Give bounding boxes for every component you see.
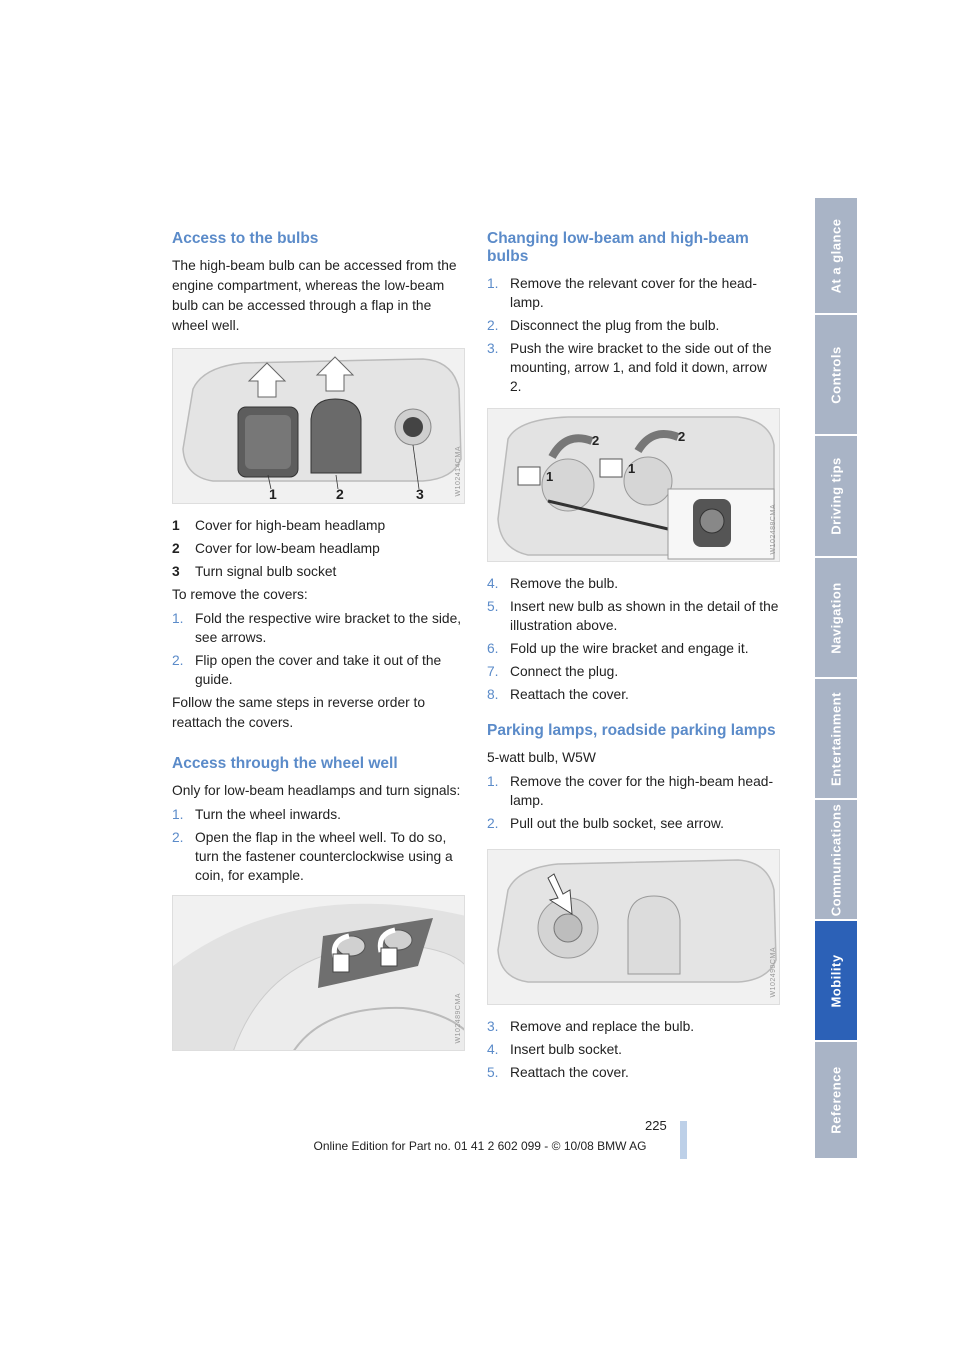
legend-text: Cover for low-beam headlamp bbox=[195, 541, 380, 556]
step-number: 1. bbox=[487, 774, 499, 789]
paragraph-parking-bulb: 5-watt bulb, W5W bbox=[487, 750, 596, 765]
legend-item bbox=[172, 539, 466, 558]
paragraph-access-bulbs: The high-beam bulb can be accessed from the engine compartment, whereas the low-beam bulb can be accessed through a flap in the wheel well. bbox=[172, 258, 457, 333]
footer-text: Online Edition for Part no. 01 41 2 602 099 - © 10/08 BMW AG bbox=[313, 1139, 647, 1153]
step-text: Reattach the cover. bbox=[510, 1065, 629, 1080]
wire-bracket-illustration bbox=[488, 409, 780, 562]
chapter-sidebar bbox=[815, 198, 857, 1160]
step-item bbox=[487, 662, 781, 681]
figure-label-1: 1 bbox=[546, 469, 554, 484]
paragraph-wheel-well: Only for low-beam headlamps and turn signals: bbox=[172, 783, 461, 798]
step-number: 2. bbox=[487, 816, 499, 831]
step-text: Flip open the cover and take it out of the guide. bbox=[195, 653, 442, 687]
tab-entertainment[interactable] bbox=[815, 679, 857, 800]
figure-label-2: 2 bbox=[336, 486, 344, 502]
figure-wheel-well bbox=[172, 895, 465, 1051]
figure-label-2: 2 bbox=[678, 429, 686, 444]
tab-label: At a glance bbox=[828, 218, 844, 293]
step-item bbox=[487, 685, 781, 704]
step-text: Disconnect the plug from the bulb. bbox=[510, 318, 720, 333]
step-number: 3. bbox=[487, 341, 499, 356]
step-item bbox=[487, 1063, 781, 1082]
figure-code: W102490CMA bbox=[770, 947, 777, 998]
step-text: Push the wire bracket to the side out of the mounting, arrow 1, and fold it down, arrow 2. bbox=[510, 341, 772, 394]
tab-label: Entertainment bbox=[828, 691, 844, 786]
figure-label-2: 2 bbox=[592, 433, 600, 448]
step-text: Open the flap in the wheel well. To do so, turn the fastener counterclockwise using a coin, for example. bbox=[195, 830, 453, 883]
parking-lamp-illustration bbox=[488, 850, 780, 1005]
tab-label: Navigation bbox=[828, 581, 844, 654]
tab-navigation[interactable] bbox=[815, 558, 857, 679]
headlamp-covers-illustration bbox=[173, 349, 465, 504]
step-text: Reattach the cover. bbox=[510, 687, 629, 702]
step-item bbox=[487, 339, 781, 396]
step-item bbox=[172, 651, 466, 689]
figure-wire-bracket bbox=[487, 408, 780, 562]
step-number: 2. bbox=[172, 830, 184, 845]
step-number: 4. bbox=[487, 1042, 499, 1057]
tab-label: Controls bbox=[828, 345, 844, 404]
legend-item bbox=[172, 562, 466, 581]
step-number: 5. bbox=[487, 1065, 499, 1080]
legend-key: 2 bbox=[172, 541, 180, 556]
figure-label-1: 1 bbox=[269, 486, 277, 502]
figure-label-3: 3 bbox=[416, 486, 424, 502]
heading-parking-lamps: Parking lamps, roadside parking lamps bbox=[487, 722, 776, 739]
step-item bbox=[487, 639, 781, 658]
step-text: Remove the cover for the high-beam head-lamp. bbox=[510, 774, 774, 808]
step-number: 5. bbox=[487, 599, 499, 614]
step-item bbox=[487, 1017, 781, 1036]
step-text: Fold the respective wire bracket to the side, see arrows. bbox=[195, 611, 462, 645]
wheel-well-illustration bbox=[173, 896, 465, 1051]
step-text: Fold up the wire bracket and engage it. bbox=[510, 641, 749, 656]
step-item bbox=[487, 574, 781, 593]
step-number: 1. bbox=[487, 276, 499, 291]
step-item bbox=[487, 1040, 781, 1059]
step-item bbox=[487, 814, 781, 833]
figure-code: W102489CMA bbox=[455, 993, 462, 1044]
step-number: 6. bbox=[487, 641, 499, 656]
left-column bbox=[172, 230, 466, 1063]
tab-label: Reference bbox=[828, 1066, 844, 1134]
figure-parking-lamp bbox=[487, 849, 780, 1005]
step-item bbox=[487, 597, 781, 635]
tab-communications[interactable] bbox=[815, 800, 857, 921]
tab-label: Driving tips bbox=[828, 457, 844, 535]
step-text: Insert new bulb as shown in the detail of the illustration above. bbox=[510, 599, 779, 633]
step-number: 7. bbox=[487, 664, 499, 679]
legend-item bbox=[172, 516, 466, 535]
legend-key: 3 bbox=[172, 564, 180, 579]
step-number: 2. bbox=[487, 318, 499, 333]
tab-controls[interactable] bbox=[815, 315, 857, 436]
step-number: 1. bbox=[172, 611, 184, 626]
step-number: 8. bbox=[487, 687, 499, 702]
step-text: Remove and replace the bulb. bbox=[510, 1019, 695, 1034]
step-item bbox=[172, 828, 466, 885]
tab-mobility[interactable] bbox=[815, 921, 857, 1042]
step-text: Turn the wheel inwards. bbox=[195, 807, 341, 822]
figure-label-1: 1 bbox=[628, 461, 636, 476]
legend-text: Turn signal bulb socket bbox=[195, 564, 337, 579]
figure-code: W102488CMA bbox=[770, 504, 777, 555]
legend-key: 1 bbox=[172, 518, 180, 533]
paragraph-remove-covers: To remove the covers: bbox=[172, 587, 308, 602]
step-text: Connect the plug. bbox=[510, 664, 619, 679]
figure-code: W102414CMA bbox=[455, 446, 462, 497]
legend-text: Cover for high-beam headlamp bbox=[195, 518, 386, 533]
step-number: 3. bbox=[487, 1019, 499, 1034]
step-text: Pull out the bulb socket, see arrow. bbox=[510, 816, 724, 831]
tab-label: Communications bbox=[828, 803, 844, 916]
page-number: 225 bbox=[645, 1118, 667, 1133]
step-text: Remove the bulb. bbox=[510, 576, 619, 591]
step-item bbox=[487, 274, 781, 312]
step-number: 2. bbox=[172, 653, 184, 668]
paragraph-reverse: Follow the same steps in reverse order to reattach the covers. bbox=[172, 695, 426, 730]
step-text: Insert bulb socket. bbox=[510, 1042, 622, 1057]
step-text: Remove the relevant cover for the head-lamp. bbox=[510, 276, 757, 310]
tab-label: Mobility bbox=[828, 953, 844, 1008]
step-number: 4. bbox=[487, 576, 499, 591]
step-item bbox=[487, 772, 781, 810]
step-number: 1. bbox=[172, 807, 184, 822]
right-column bbox=[487, 230, 781, 1086]
tab-driving-tips[interactable] bbox=[815, 436, 857, 558]
heading-wheel-well: Access through the wheel well bbox=[172, 755, 398, 772]
step-item bbox=[172, 609, 466, 647]
step-item bbox=[487, 316, 781, 335]
heading-access-bulbs: Access to the bulbs bbox=[172, 230, 319, 247]
figure-headlamp-covers bbox=[172, 348, 465, 504]
tab-at-a-glance[interactable] bbox=[815, 198, 857, 315]
heading-changing-bulbs: Changing low-beam and high-beam bulbs bbox=[487, 230, 749, 265]
step-item bbox=[172, 805, 466, 824]
